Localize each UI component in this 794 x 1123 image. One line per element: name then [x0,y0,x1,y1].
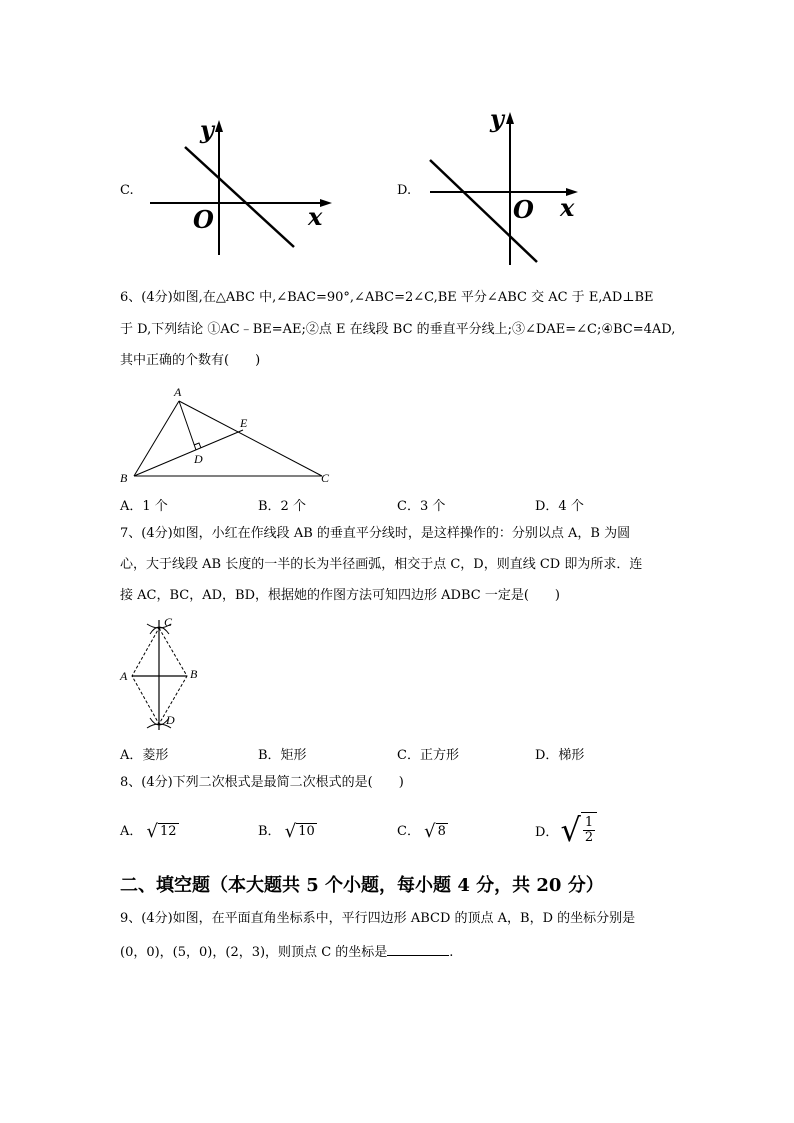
q7-text-line-1: 7、(4分)如图，小红在作线段 AB 的垂直平分线时，是这样操作的：分别以点 A，B 为圆 [120,526,631,541]
q7-point-b-label: B [190,667,198,681]
option-c-label: C. [120,183,134,198]
graph-d-y-arrow [506,112,514,124]
q9-text-line-2-end: . [449,945,454,960]
option-d-label: D. [397,183,412,198]
graph-c [140,110,340,260]
q7-point-c-label: C [164,615,173,629]
q7-choice-c: C．正方形 [397,748,459,763]
q8-choice-a [120,820,179,841]
q8-choice-d-denominator: 2 [584,830,594,845]
q8-text-line-1: 8、(4分)下列二次根式是最简二次根式的是( ) [120,775,404,790]
segment-be [134,430,243,476]
q8-choice-c-label: C． [397,824,420,839]
graph-c-y-arrow [215,120,223,132]
q6-choice-a: A．1 个 [120,499,168,514]
q7-point-d-label: D [166,713,175,727]
q8-choice-b-radical: √ 10 [284,820,315,842]
q7-rhombus-figure [112,612,212,734]
q8-choice-d-label: D． [535,824,559,840]
q8-choice-a-label: A． [120,824,143,839]
graph-d-origin-label: O [513,195,534,224]
point-e-label: E [240,416,248,430]
q7-text-line-2: 心，大于线段 AB 长度的一半的长为半径画弧，相交于点 C，D，则直线 CD 即为所求．连 [120,557,643,572]
graph-d [420,105,610,270]
q6-choice-c: C．3 个 [397,499,446,514]
graph-c-origin-label: O [193,205,214,234]
q6-choice-d: D．4 个 [535,499,584,514]
q8-choice-c [397,820,448,841]
q9-text-line-2 [120,943,453,961]
q7-choice-b: B．矩形 [258,748,307,763]
q6-text-line-3: 其中正确的个数有( ) [120,353,261,368]
q6-triangle-figure [112,383,342,488]
graph-c-y-label: y [200,115,214,144]
q9-text-line-1: 9、(4分)如图，在平面直角坐标系中，平行四边形 ABCD 的顶点 A，B，D 的坐标分别是 [120,911,636,926]
side-ab [134,401,179,476]
q8-choice-a-radicand: 12 [160,823,177,839]
point-b-label: B [120,471,128,485]
point-d-label: D [194,452,203,466]
answer-blank[interactable] [387,943,449,956]
q8-choice-d-fraction [583,816,595,845]
point-a-label: A [174,385,182,399]
q6-choice-b: B．2 个 [258,499,306,514]
q6-text-line-2: 于 D,下列结论 ①AC﹣BE=AE;②点 E 在线段 BC 的垂直平分线上;③∠DAE=∠C;④BC=4AD, [120,322,676,337]
q8-choice-b-radicand: 10 [298,823,315,839]
q8-choice-c-radicand: 8 [437,823,446,839]
q8-choice-d [535,812,597,848]
q8-choice-b [258,820,317,841]
q8-choice-c-radical: √ 8 [424,820,446,842]
q9-text-line-2-main: (0，0)，(5，0)，(2，3)，则顶点 C 的坐标是 [120,945,388,960]
q7-choice-a: A．菱形 [120,748,169,763]
q8-choice-d-radical: √ $\frac{1}{2}$ [560,812,597,848]
q7-choice-d: D．梯形 [535,748,585,763]
graph-d-x-label: x [560,193,575,222]
graph-c-x-label: x [308,202,323,231]
point-c-label: C [321,471,330,485]
graph-d-y-label: y [490,105,504,133]
q8-choice-a-radical: √ 12 [146,820,177,842]
q8-choice-d-numerator: 1 [584,815,594,830]
section-heading: 二、填空题（本大题共 5 个小题，每小题 4 分，共 20 分） [120,875,604,896]
q7-point-a-label: A [120,669,128,683]
q8-choice-b-label: B． [258,824,281,839]
q6-text-line-1: 6、(4分)如图,在△ABC 中,∠BAC=90°,∠ABC=2∠C,BE 平分∠ABC 交 AC 于 E,AD⊥BE [120,290,654,305]
q7-text-line-3: 接 AC，BC，AD，BD，根据她的作图方法可知四边形 ADBC 一定是( ) [120,588,560,603]
